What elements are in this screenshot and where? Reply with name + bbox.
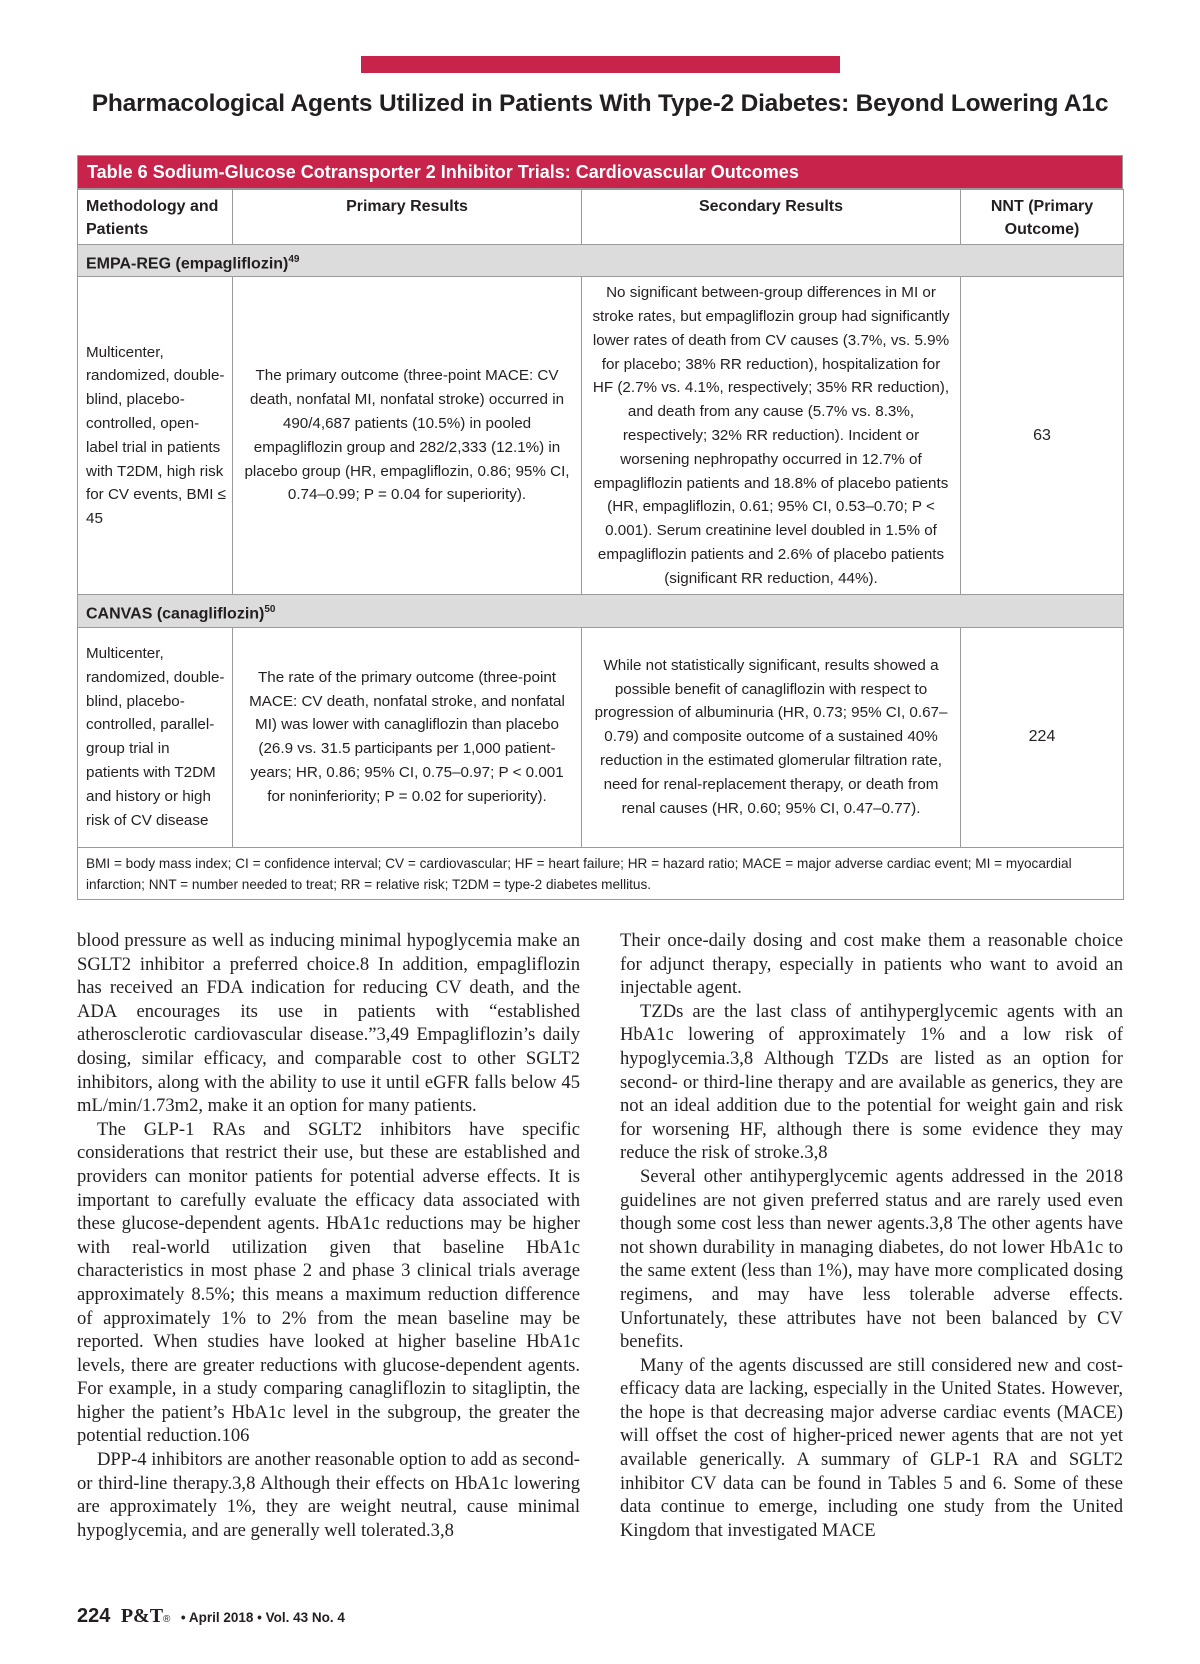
body-column-left bbox=[77, 929, 580, 1542]
header-primary: Primary Results bbox=[233, 190, 582, 245]
trial-ref: 50 bbox=[264, 604, 276, 616]
running-title: Pharmacological Agents Utilized in Patients With Type-2 Diabetes: Beyond Lowering A1c bbox=[91, 90, 1109, 117]
top-accent-bar bbox=[361, 56, 840, 73]
header-methodology: Methodology and Patients bbox=[78, 190, 233, 245]
body-paragraph: TZDs are the last class of antihyperglycemic agents with an HbA1c lowering of approximately 1% and a low risk of hypoglycemia.3,8 Although TZDs are listed as an option for second- or third-line therapy and are available as generics, they are not an ideal addition due to the potential for weight gain and risk for worsening HF, although there is some evidence they may reduce the risk of stroke.3,8 bbox=[620, 1000, 1123, 1164]
body-paragraph: Several other antihyperglycemic agents addressed in the 2018 guidelines are not given preferred status and are rarely used even though some cost less than newer agents.3,8 The other agents have not shown durability in managing diabetes, do not lower HbA1c to the same extent (less than 1%), may have more complicated dosing regimens, and may have less tolerable adverse effects. Unfortunately, these attributes have not been balanced by CV benefits. bbox=[620, 1165, 1123, 1353]
cell-primary: The primary outcome (three-point MACE: CV death, nonfatal MI, nonfatal stroke) occurred in 490/4,687 patients (10.5%) in pooled empagliflozin group and 282/2,333 (12.1%) in placebo group (HR, empagliflozin, 0.86; 95% CI, 0.74–0.99; P = 0.04 for superiority). bbox=[233, 277, 582, 595]
header-nnt: NNT (Primary Outcome) bbox=[961, 190, 1124, 245]
cell-methodology: Multicenter, randomized, double-blind, placebo-controlled, parallel-group trial in patients with T2DM and history or high risk of CV disease bbox=[78, 627, 233, 847]
cell-primary: The rate of the primary outcome (three-point MACE: CV death, nonfatal stroke, and nonfatal MI) was lower with canagliflozin than placebo (26.9 vs. 31.5 participants per 1,000 patient-years; HR, 0.86; 95% CI, 0.75–0.97; P < 0.001 for noninferiority; P = 0.02 for superiority). bbox=[233, 627, 582, 847]
body-paragraph: blood pressure as well as inducing minimal hypoglycemia make an SGLT2 inhibitor a preferred choice.8 In addition, empagliflozin has received an FDA indication for reducing CV death, and the ADA encourages its use in patients with “established atherosclerotic cardiovascular disease.”3,49 Empagliflozin’s daily dosing, similar efficacy, and comparable cost to other SGLT2 inhibitors, along with the ability to use it until eGFR falls below 45 mL/min/1.73m2, make it an option for many patients. bbox=[77, 930, 580, 1117]
table-header-row bbox=[78, 190, 1124, 245]
trial-name: EMPA-REG (empagliflozin) bbox=[86, 255, 289, 273]
table-row bbox=[78, 277, 1124, 595]
registered-mark: ® bbox=[163, 1614, 171, 1625]
table-6 bbox=[77, 155, 1123, 900]
header-secondary: Secondary Results bbox=[582, 190, 961, 245]
cell-nnt: 63 bbox=[961, 277, 1124, 595]
trial-ref: 49 bbox=[288, 254, 300, 265]
trials-table bbox=[77, 189, 1124, 900]
table-footnote-row bbox=[78, 847, 1124, 899]
body-paragraph: Their once-daily dosing and cost make them a reasonable choice for adjunct therapy, especially in patients who want to avoid an injectable agent. bbox=[620, 930, 1123, 999]
body-paragraph: The GLP-1 RAs and SGLT2 inhibitors have specific considerations that restrict their use, but these are established and providers can monitor patients for potential adverse effects. It is important to carefully evaluate the efficacy data associated with these glucose-dependent agents. HbA1c reductions may be higher with real-world utilization given that baseline HbA1c characteristics in most phase 2 and phase 3 clinical trials average approximately 8.5%; this means a maximum reduction difference of approximately 1% to 2% from the mean baseline may be reported. When studies have looked at higher baseline HbA1c levels, there are greater reductions with glucose-dependent agents. For example, in a study comparing canagliflozin to sitagliptin, the higher the patient’s HbA1c level in the subgroup, the greater the potential reduction.106 bbox=[77, 1118, 580, 1447]
table-footnote: BMI = body mass index; CI = confidence interval; CV = cardiovascular; HF = heart failure; HR = hazard ratio; MACE = major adverse cardiac event; MI = myocardial infarction; NNT = number needed to treat; RR = relative risk; T2DM = type-2 diabetes mellitus. bbox=[78, 847, 1124, 899]
body-paragraph: Many of the agents discussed are still considered new and cost-efficacy data are lacking, especially in the United States. However, the hope is that decreasing major adverse cardiac events (MACE) will offset the cost of higher-priced newer agents that are not yet available generically. A summary of GLP-1 RA and SGLT2 inhibitor CV data can be found in Tables 5 and 6. Some of these data continue to emerge, including one study from the United Kingdom that investigated MACE bbox=[620, 1354, 1123, 1541]
journal-name: P&T bbox=[120, 1605, 164, 1627]
cell-secondary: No significant between-group differences in MI or stroke rates, but empagliflozin group had significantly lower rates of death from CV causes (3.7%, vs. 5.9% for placebo; 38% RR reduction), hospitalization for HF (2.7% vs. 4.1%, respectively; 35% RR reduction), and death from any cause (5.7% vs. 8.3%, respectively; 32% RR reduction). Incident or worsening nephropathy occurred in 12.7% of empagliflozin patients and 18.8% of placebo patients (HR, empagliflozin, 0.61; 95% CI, 0.53–0.70; P < 0.001). Serum creatinine level doubled in 1.5% of empagliflozin patients and 2.6% of placebo patients (significant RR reduction, 44%). bbox=[582, 277, 961, 595]
page-number: 224 bbox=[77, 1605, 111, 1627]
table-row bbox=[78, 627, 1124, 847]
trial-name: CANVAS (canagliflozin) bbox=[86, 605, 265, 623]
page-footer bbox=[77, 1605, 345, 1628]
trial-section-row bbox=[78, 595, 1124, 627]
cell-nnt: 224 bbox=[961, 627, 1124, 847]
cell-methodology: Multicenter, randomized, double-blind, placebo-controlled, open-label trial in patients with T2DM, high risk for CV events, BMI ≤ 45 bbox=[78, 277, 233, 595]
trial-section-row bbox=[78, 245, 1124, 277]
cell-secondary: While not statistically significant, results showed a possible benefit of canagliflozin with respect to progression of albuminuria (HR, 0.73; 95% CI, 0.67–0.79) and composite outcome of a sustained 40% reduction in the estimated glomerular filtration rate, need for renal-replacement therapy, or death from renal causes (HR, 0.60; 95% CI, 0.47–0.77). bbox=[582, 627, 961, 847]
issue-info: • April 2018 • Vol. 43 No. 4 bbox=[180, 1610, 345, 1625]
table-title: Table 6 Sodium-Glucose Cotransporter 2 Inhibitor Trials: Cardiovascular Outcomes bbox=[77, 155, 1123, 189]
body-paragraph: DPP-4 inhibitors are another reasonable option to add as second- or third-line therapy.3,8 Although their effects on HbA1c lowering are approximately 1%, they are weight neutral, cause minimal hypoglycemia, and are generally well tolerated.3,8 bbox=[77, 1449, 580, 1541]
body-column-right bbox=[620, 929, 1123, 1542]
